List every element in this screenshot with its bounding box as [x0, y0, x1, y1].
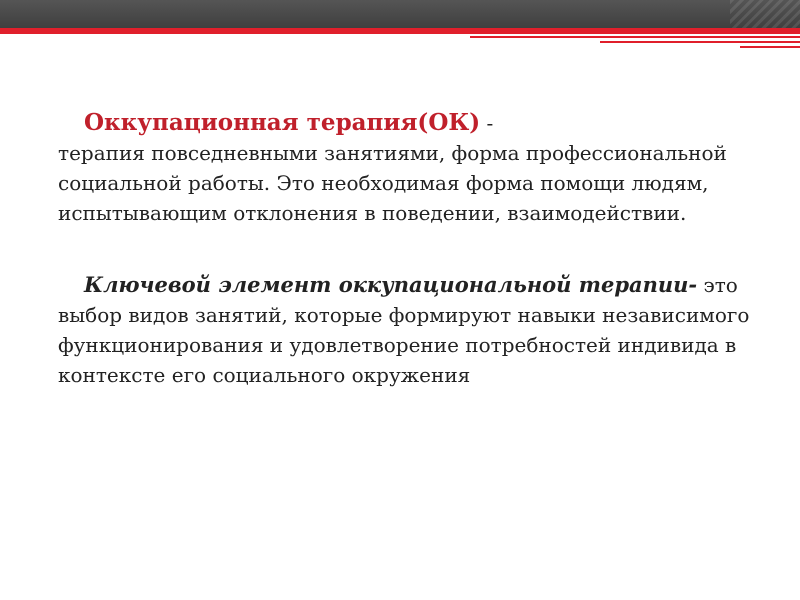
- key-element-text: это выбор видов занятий, которые формируют навыки независимого функционирования и удовлетворение потребностей индивида в контексте его социального окружения: [58, 273, 750, 387]
- key-element-heading: Ключевой элемент оккупациональной терапии-: [84, 272, 698, 297]
- red-line: [600, 41, 800, 43]
- definition-paragraph: [58, 108, 758, 228]
- slide-body: [58, 108, 758, 390]
- header-red-lines-decoration: [470, 34, 800, 48]
- header-band: [0, 0, 800, 28]
- red-line: [740, 46, 800, 48]
- red-line: [470, 36, 800, 38]
- header-stripes-decoration: [730, 0, 800, 28]
- term-dash: -: [480, 111, 494, 135]
- definition-text: терапия повседневными занятиями, форма профессиональной социальной работы. Это необходимая форма помощи людям, испытывающим отклонения в поведении, взаимодействии.: [58, 141, 727, 225]
- key-element-paragraph: [58, 270, 758, 390]
- term-heading: Оккупационная терапия(ОК): [84, 109, 481, 136]
